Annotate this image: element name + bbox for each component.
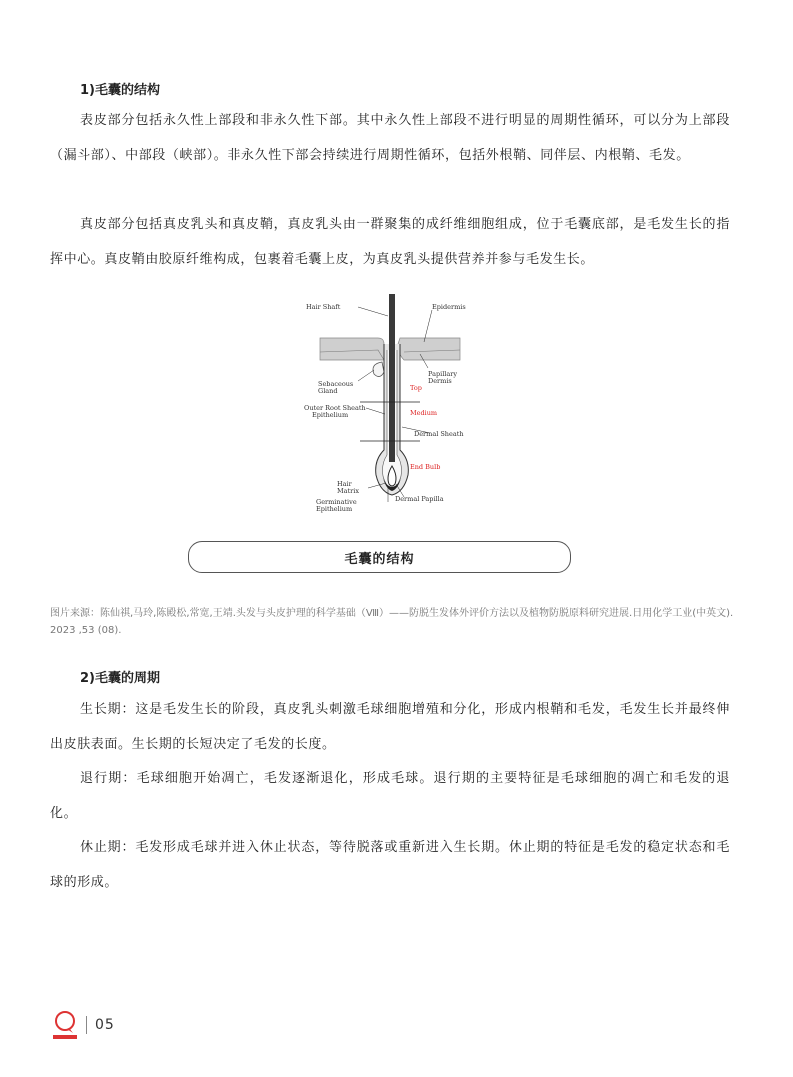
label-germinative-epithelium: Epithelium [316,505,353,513]
label-papillary: Papillary [428,370,458,378]
label-sebaceous: Sebaceous [318,380,354,388]
paragraph-anagen: 生长期：这是毛发生长的阶段，真皮乳头刺激毛球细胞增殖和分化，形成内根鞘和毛发，毛发生长并最终伸出皮肤表面。生长期的长短决定了毛发的长度。 [50,702,730,752]
label-germinative: Germinative [316,498,357,506]
footer-divider [86,1016,87,1034]
label-top: Top [410,384,422,392]
label-matrix: Matrix [337,487,359,495]
label-dermis: Dermis [428,377,452,385]
label-gland: Gland [318,387,338,395]
page-number: 05 [95,1017,115,1033]
section-heading-cycle: 2)毛囊的周期 [80,671,160,686]
paragraph-dermis: 真皮部分包括真皮乳头和真皮鞘，真皮乳头由一群聚集的成纤维细胞组成，位于毛囊底部，是毛发生长的指挥中心。真皮鞘由胶原纤维构成，包裹着毛囊上皮，为真皮乳头提供营养并参与毛发生长。 [50,217,730,267]
hair-follicle-diagram [300,290,475,518]
label-end-bulb: End Bulb [410,463,441,471]
figure-caption: 毛囊的结构 [188,541,571,573]
section-heading-structure: 1)毛囊的结构 [80,83,160,98]
label-hair: Hair [337,480,352,488]
label-hair-shaft: Hair Shaft [306,303,341,311]
paragraph-telogen: 休止期：毛发形成毛球并进入休止状态，等待脱落或重新进入生长期。休止期的特征是毛发的稳定状态和毛球的形成。 [50,840,730,890]
label-epithelium: Epithelium [312,411,349,419]
label-dermal-papilla: Dermal Papilla [395,495,444,503]
label-epidermis: Epidermis [432,303,466,311]
label-dermal-sheath: Dermal Sheath [414,430,464,438]
paragraph-catagen: 退行期：毛球细胞开始凋亡，毛发逐渐退化，形成毛球。退行期的主要特征是毛球细胞的凋亡和毛发的退化。 [50,771,730,821]
figure-source: 图片来源：陈仙祺,马玲,陈殿松,常宽,王靖.头发与头皮护理的科学基础（Ⅷ）——防脱生发体外评价方法以及植物防脱原料研究进展.日用化学工业(中英文). 2023 ,53 (08). [50,608,734,636]
page-footer [50,1008,115,1042]
speech-bubble-logo-icon [50,1008,80,1042]
paragraph-epidermis: 表皮部分包括永久性上部段和非永久性下部。其中永久性上部段不进行明显的周期性循环，可以分为上部段（漏斗部）、中部段（峡部）。非永久性下部会持续进行周期性循环，包括外根鞘、同伴层、内根鞘、毛发。 [50,113,730,163]
label-medium: Medium [410,409,438,417]
label-outer-root-sheath: Outer Root Sheath [304,404,366,412]
